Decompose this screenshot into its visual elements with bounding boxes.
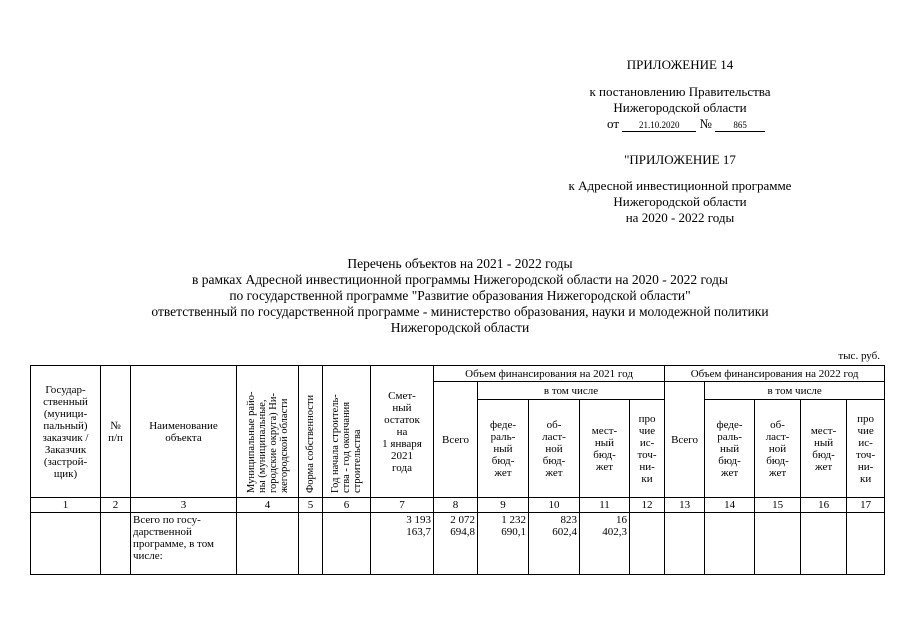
cell-years [323, 513, 371, 575]
col-number: 5 [299, 498, 323, 513]
header-federal-2021: феде- раль- ный бюд- жет [478, 400, 529, 498]
cell-ownership [299, 513, 323, 575]
col-number: 11 [580, 498, 630, 513]
header-estimate: Смет- ный остаток на 1 января 2021 года [371, 366, 434, 498]
col-number: 2 [101, 498, 131, 513]
header-ownership: Форма собственности [305, 394, 316, 493]
title-line-3: по государственной программе "Развитие образования Нижегородской области" [229, 288, 691, 303]
appendix2-number: "ПРИЛОЖЕНИЕ 17 [624, 152, 736, 167]
units-label: тыс. руб. [838, 350, 880, 362]
col-number: 13 [665, 498, 705, 513]
cell-other-2022 [847, 513, 885, 575]
col-number: 3 [131, 498, 237, 513]
appendix-to-resolution: к постановлению Правительства [589, 84, 771, 99]
resolution-number: 865 [715, 120, 765, 132]
header-including-2021: в том числе [478, 382, 665, 400]
header-ownership-cell [299, 366, 323, 498]
resolution-date: 21.10.2020 [622, 120, 696, 132]
cell-object-name: Всего по госу- дарственной программе, в том числе: [131, 513, 237, 575]
cell-total-2021: 2 072 694,8 [434, 513, 478, 575]
header-district: Муниципальные райо- ны (муниципальные, городские округа) Ни- жегородской области [245, 391, 290, 493]
number-sign: № [699, 116, 712, 131]
header-customer: Государ- ственный (муници- пальный) заказчик / Заказчик (застрой- щик) [31, 366, 101, 498]
header-num: № п/п [101, 366, 131, 498]
title-line-5: Нижегородской области [390, 320, 530, 335]
table-row [31, 513, 885, 575]
cell-regional-2021: 823 602,4 [529, 513, 580, 575]
header-regional-2021: об- ласт- ной бюд- жет [529, 400, 580, 498]
header-federal-2022: феде- раль- ный бюд- жет [705, 400, 755, 498]
col-number: 7 [371, 498, 434, 513]
header-other-2022: про чие ис- точ- ни- ки [847, 400, 885, 498]
appendix2-line3: на 2020 - 2022 годы [625, 210, 735, 225]
cell-estimate: 3 193 163,7 [371, 513, 434, 575]
objects-table [30, 365, 885, 575]
header-fin-2021: Объем финансирования на 2021 год [434, 366, 665, 382]
appendix2-line1: к Адресной инвестиционной программе [568, 178, 792, 193]
appendix2-line2: Нижегородской области [613, 194, 747, 209]
document-title [60, 256, 860, 336]
col-number: 15 [755, 498, 801, 513]
header-regional-2022: об- ласт- ной бюд- жет [755, 400, 801, 498]
header-fin-2022: Объем финансирования на 2022 год [665, 366, 885, 382]
header-other-2021: про чие ис- точ- ни- ки [630, 400, 665, 498]
header-years: Год начала строитель- ства - год окончания строительства [330, 394, 363, 493]
col-number: 17 [847, 498, 885, 513]
col-number: 4 [237, 498, 299, 513]
cell-district [237, 513, 299, 575]
appendix-region: Нижегородской области [613, 100, 747, 115]
header-years-cell [323, 366, 371, 498]
header-district-cell [237, 366, 299, 498]
appendix-number: ПРИЛОЖЕНИЕ 14 [626, 57, 734, 72]
appendix-date-line [607, 116, 807, 132]
header-total-2021: Всего [434, 382, 478, 498]
cell-local-2021: 16 402,3 [580, 513, 630, 575]
cell-federal-2021: 1 232 690,1 [478, 513, 529, 575]
cell-num [101, 513, 131, 575]
cell-total-2022 [665, 513, 705, 575]
col-number: 6 [323, 498, 371, 513]
col-number: 8 [434, 498, 478, 513]
header-object-name: Наименование объекта [131, 366, 237, 498]
cell-federal-2022 [705, 513, 755, 575]
col-number: 1 [31, 498, 101, 513]
header-total-2022: Всего [665, 382, 705, 498]
header-including-2022: в том числе [705, 382, 885, 400]
cell-regional-2022 [755, 513, 801, 575]
cell-customer [31, 513, 101, 575]
col-number: 14 [705, 498, 755, 513]
col-number: 12 [630, 498, 665, 513]
col-number: 10 [529, 498, 580, 513]
column-numbers-row [31, 498, 885, 513]
col-number: 9 [478, 498, 529, 513]
cell-local-2022 [801, 513, 847, 575]
cell-other-2021 [630, 513, 665, 575]
col-number: 16 [801, 498, 847, 513]
from-label: от [607, 116, 620, 131]
title-line-1: Перечень объектов на 2021 - 2022 годы [347, 256, 573, 271]
title-line-2: в рамках Адресной инвестиционной программы Нижегородской области на 2020 - 2022 годы [192, 272, 728, 287]
title-line-4: ответственный по государственной программе - министерство образования, науки и молодежной политики [151, 304, 769, 319]
header-local-2021: мест- ный бюд- жет [580, 400, 630, 498]
header-local-2022: мест- ный бюд- жет [801, 400, 847, 498]
